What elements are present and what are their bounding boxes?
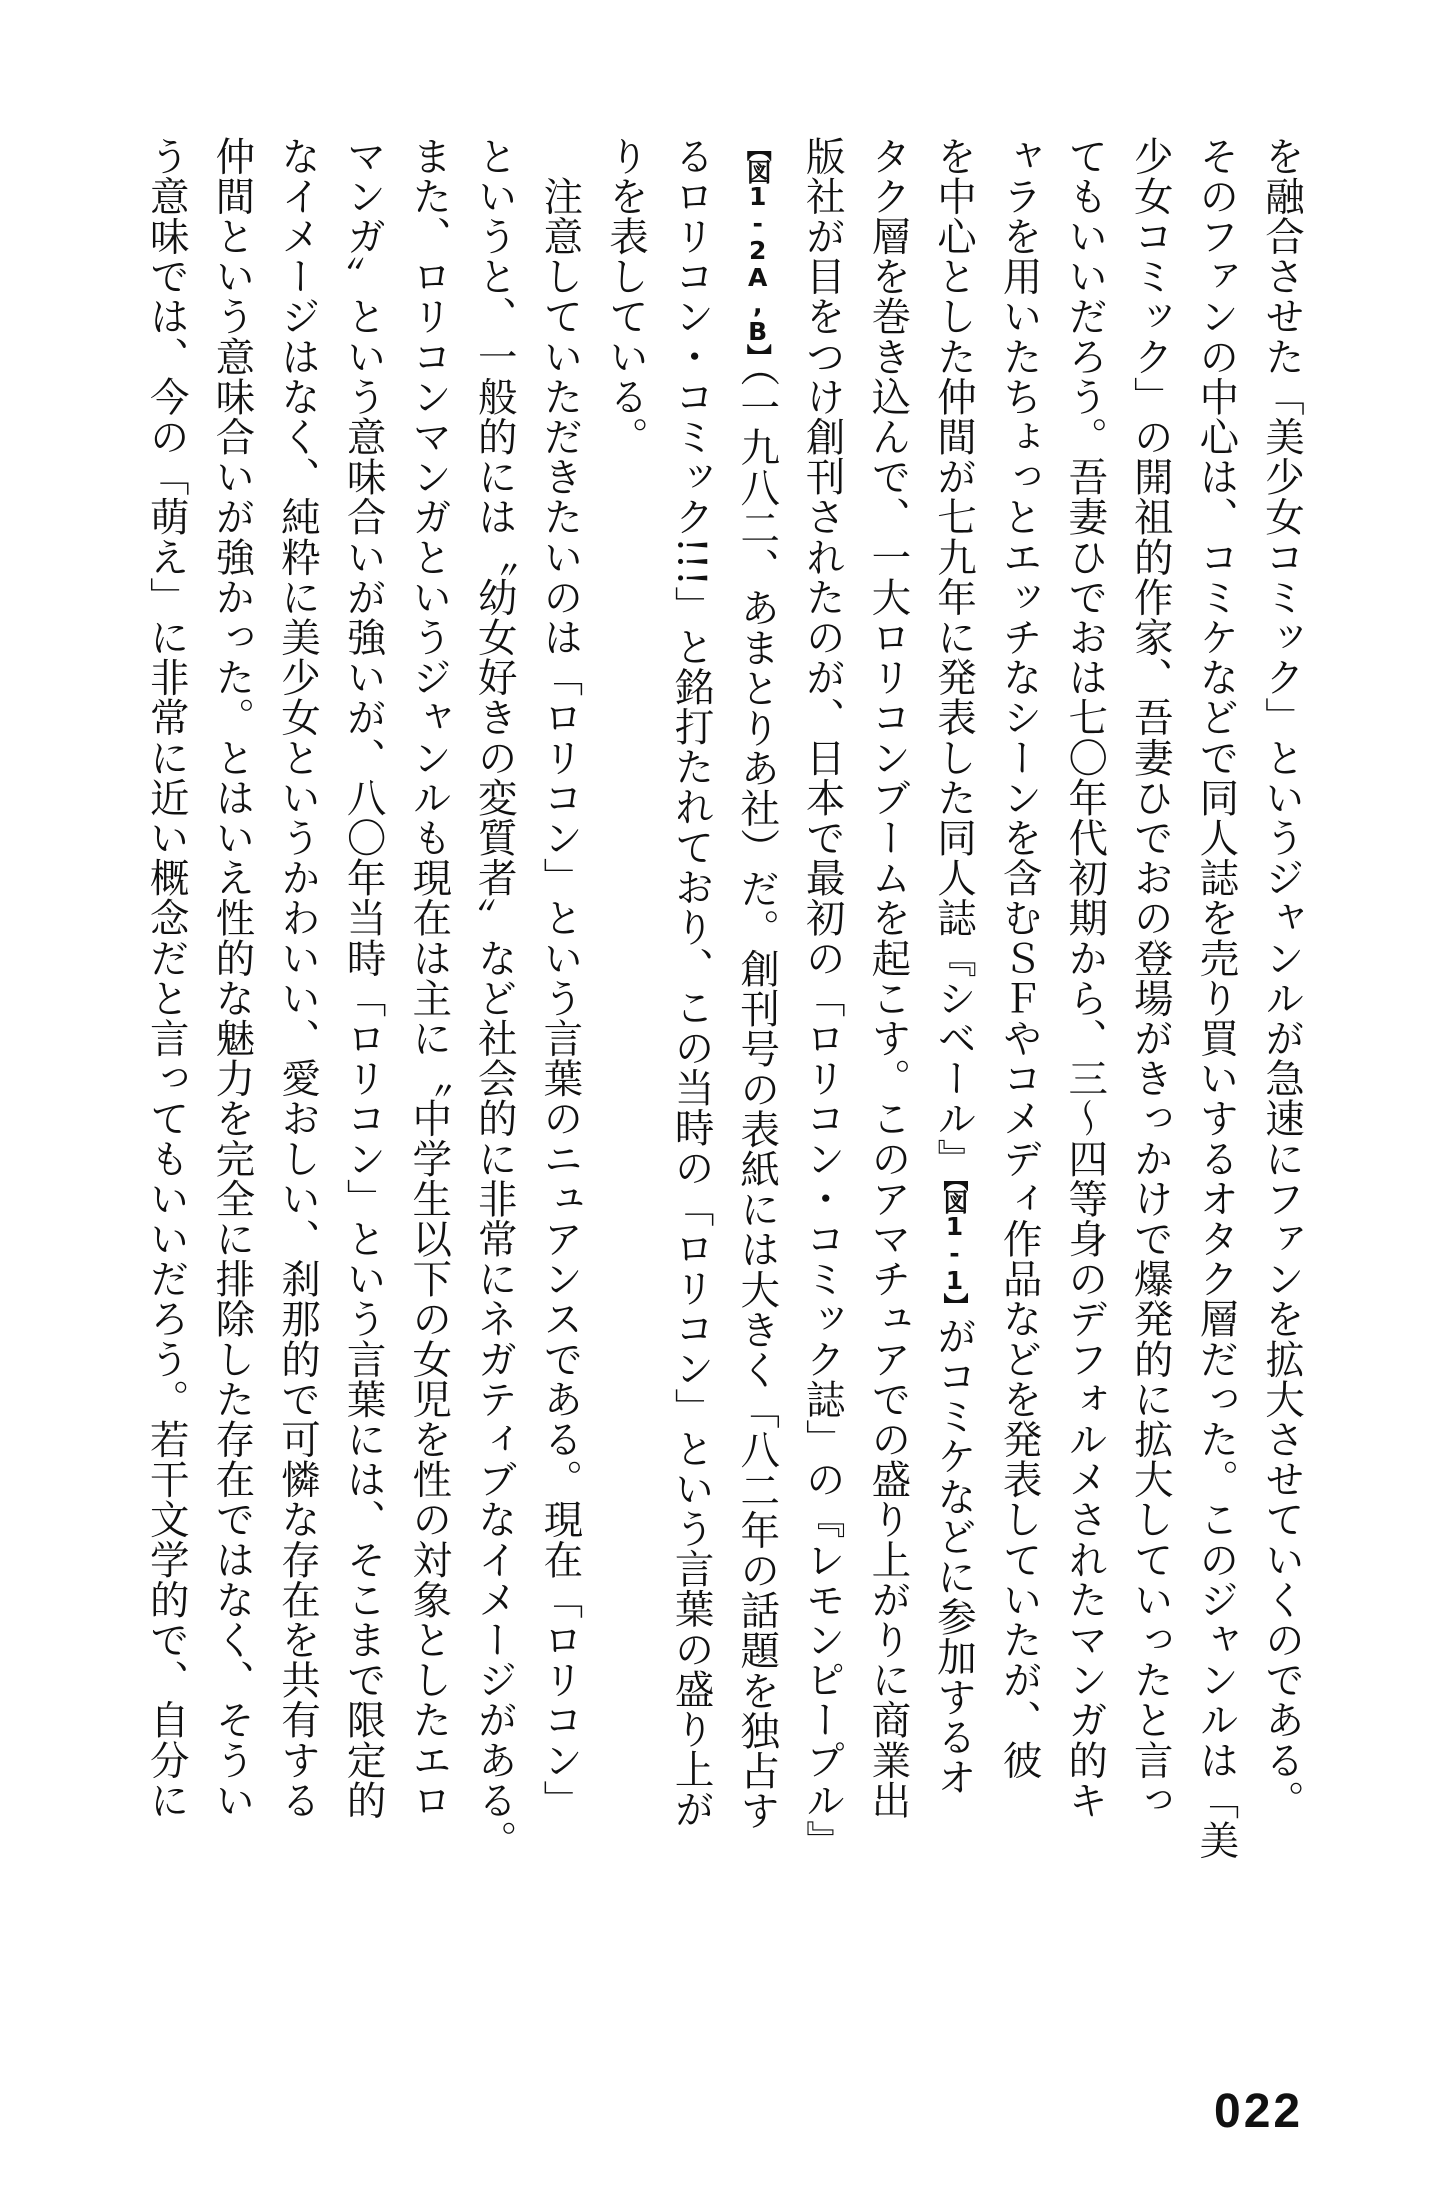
text-column (596, 136, 656, 1848)
text-segment: てもいいだろう。吾妻ひでおは七〇年代初期から、三〜四等身のデフォルメされたマンガ的キ (1062, 136, 1109, 1821)
text-segment: 少女コミック」の開祖的作家、吾妻ひでおの登場がきっかけで爆発的に拡大していったと言っ (1127, 136, 1174, 1821)
text-segment: るロリコン・コミック!!!」と銘打たれており、この当時の「ロリコン」という言葉の盛り上が (668, 136, 715, 1830)
text-column (202, 136, 262, 1848)
text-segment: タク層を巻き込んで、一大ロリコンブームを起こす。このアマチュアでの盛り上がりに商業出 (865, 136, 912, 1821)
text-segment: また、ロリコンマンガというジャンルも現在は主に〝中学生以下の女児を性の対象としたエロ (406, 136, 453, 1821)
text-column (334, 136, 394, 1848)
text-segment: なイメージはなく、純粋に美少女というかわいい、愛おしい、刹那的で可憐な存在を共有する (275, 136, 321, 1821)
text-segment: 版社が目をつけ創刊されたのが、日本で最初の「ロリコン・コミック誌」の『レモンピープル』 (799, 136, 846, 1861)
text-segment: マンガ〟という意味合いが強いが、八〇年当時「ロリコン」という言葉には、そこまで限定的 (340, 136, 387, 1821)
text-column (465, 136, 525, 1861)
text-segment: 注意していただきたいのは「ロリコン」という言葉のニュアンスである。現在「ロリコン」 (537, 136, 584, 1821)
text-segment: りを表している。 (603, 136, 649, 457)
text-column (727, 136, 787, 1848)
text-column (1186, 136, 1246, 1861)
text-segment: （一九八二、あまとりあ社）だ。創刊号の表紙には大きく「八二年の話題を独占す (734, 367, 781, 1831)
text-column (268, 136, 328, 1848)
text-column (1252, 136, 1312, 1848)
text-column (137, 136, 197, 1848)
text-column (793, 136, 853, 1861)
text-column (662, 136, 722, 1848)
text-column (530, 136, 590, 1848)
text-column (1055, 136, 1115, 1848)
text-column (924, 136, 984, 1848)
text-segment: ャラを用いたちょっとエッチなシーンを含むＳＦやコメディ作品などを発表していたが、彼 (996, 136, 1043, 1781)
text-segment: というと、一般的には〝幼女好きの変質者〟など社会的に非常にネガティブなイメージがある。 (471, 136, 518, 1861)
text-column (1121, 136, 1181, 1848)
text-segment: を中心とした仲間が七九年に発表した同人誌『シベール』 (931, 136, 977, 1179)
figure-reference: 【図1-1】 (940, 1178, 969, 1317)
text-column (858, 136, 918, 1848)
text-column (399, 136, 459, 1848)
text-segment: う意味では、今の「萌え」に非常に近い概念だと言ってもいいだろう。若干文学的で、自分に (143, 136, 190, 1821)
text-segment: 仲間という意味合いが強かった。とはいえ性的な魅力を完全に排除した存在ではなく、そうい (209, 136, 256, 1821)
page-number: 022 (1214, 2085, 1304, 2138)
text-segment: がコミケなどに参加するオ (931, 1316, 977, 1798)
text-segment: を融合させた「美少女コミック」というジャンルが急速にファンを拡大させていくのである。 (1259, 136, 1305, 1821)
text-column (990, 136, 1050, 1848)
figure-reference: 【図1-2A,B】 (743, 136, 773, 367)
text-segment: そのファンの中心は、コミケなどで同人誌を売り買いするオタク層だった。このジャンルは「美 (1193, 136, 1240, 1861)
